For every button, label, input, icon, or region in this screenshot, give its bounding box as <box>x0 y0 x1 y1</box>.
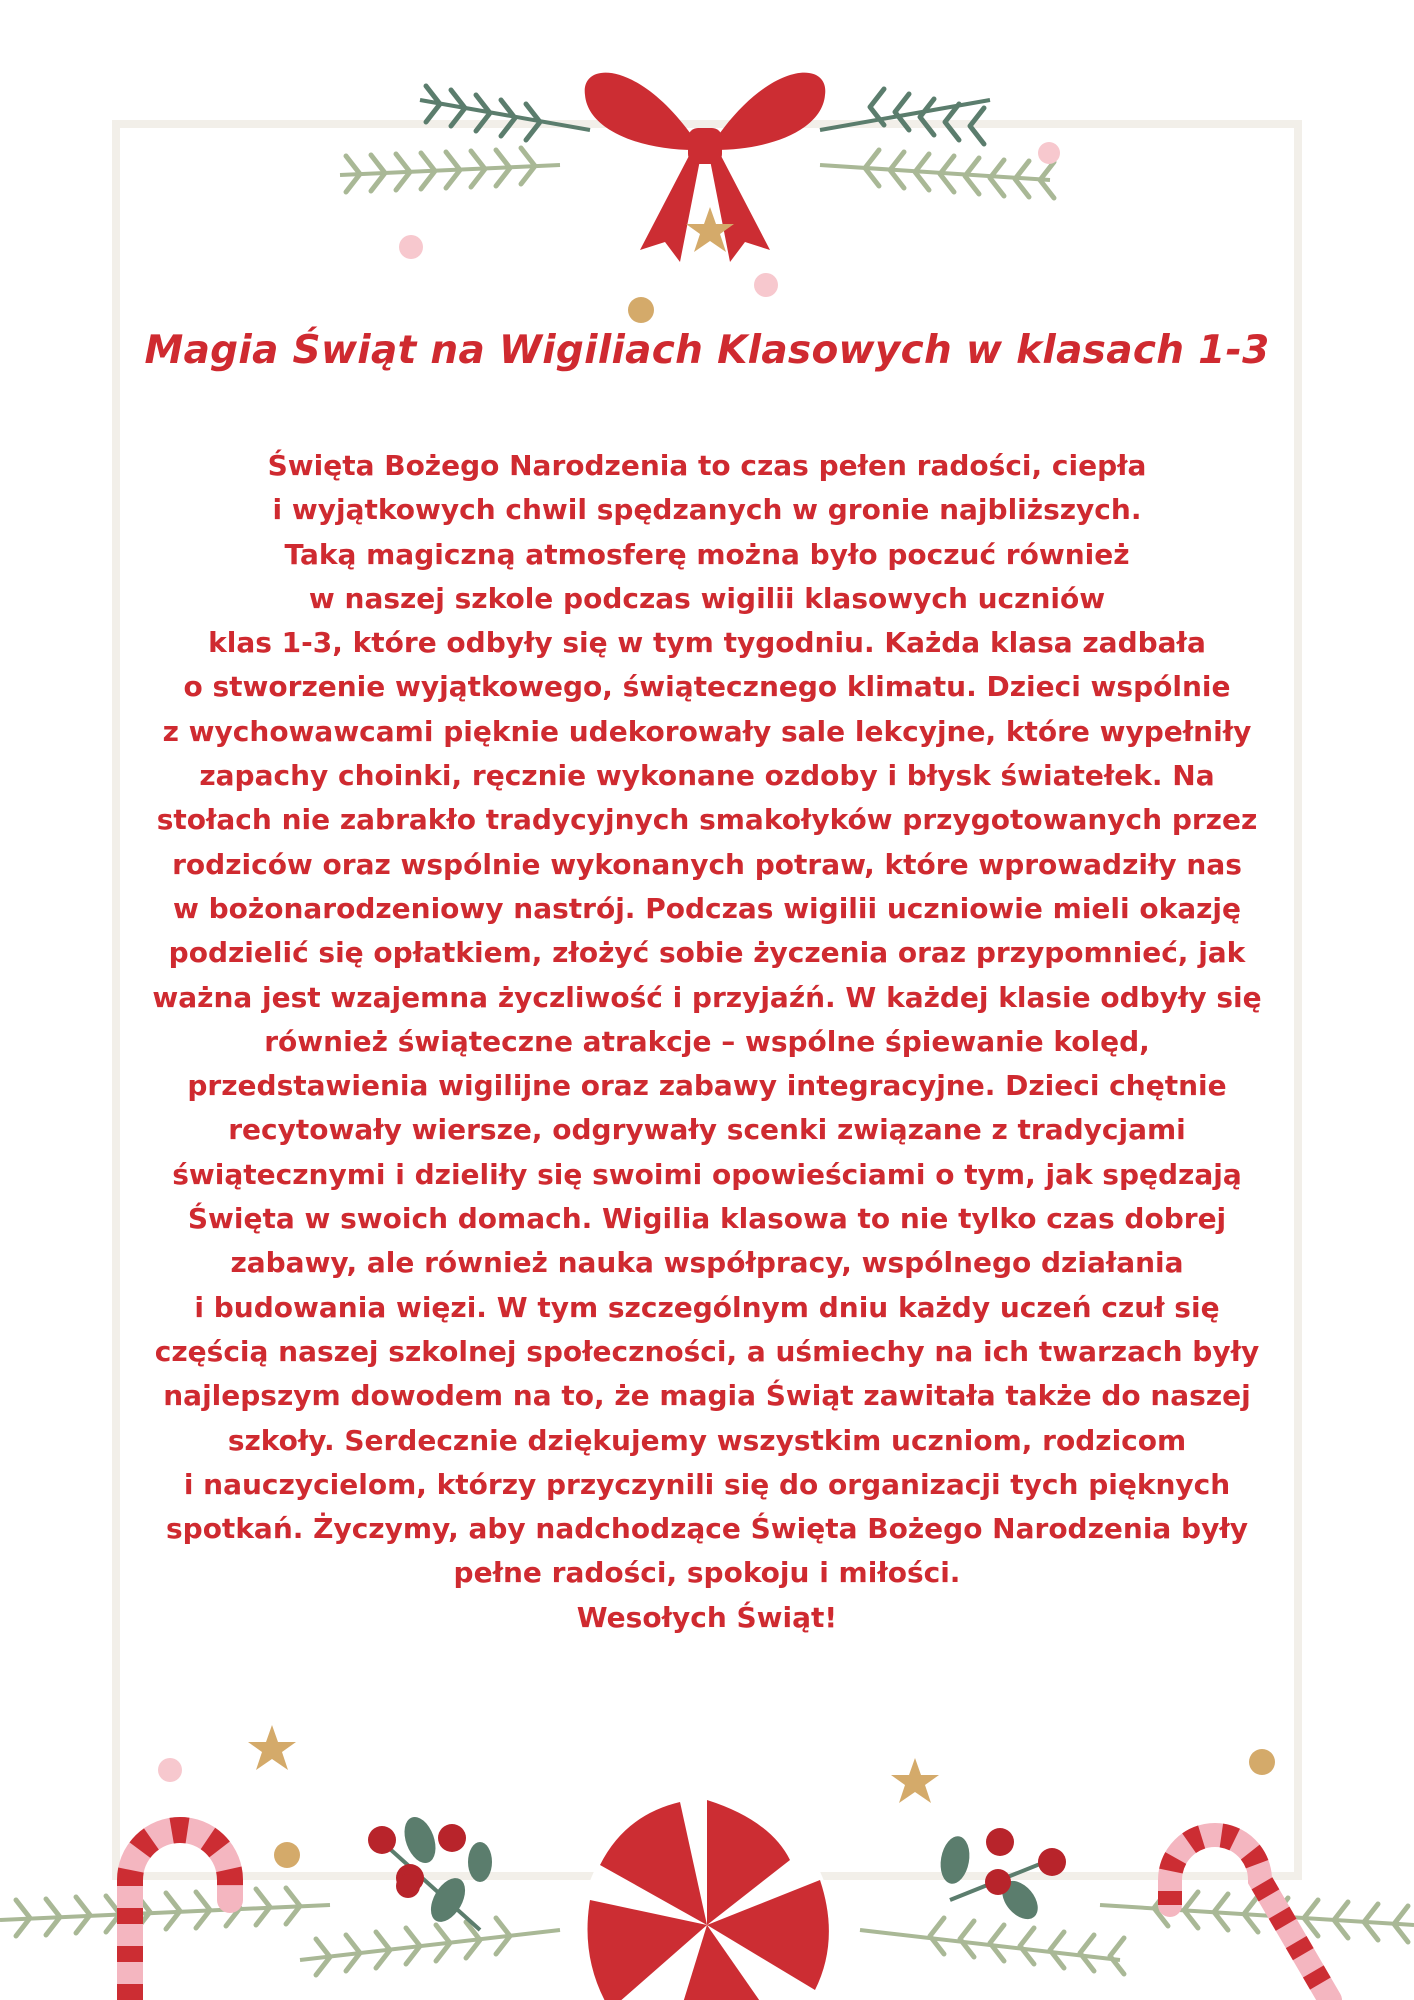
body-line: zabawy, ale również nauka współpracy, wspólnego działania <box>230 1246 1184 1280</box>
body-line: w bożonarodzeniowy nastrój. Podczas wigilii uczniowie mieli okazję <box>173 891 1241 925</box>
body-line: i budowania więzi. W tym szczególnym dniu każdy uczeń czuł się <box>194 1290 1220 1324</box>
ornament-dot-icon <box>274 1842 300 1868</box>
body-line: i nauczycielom, którzy przyczynili się do organizacji tych pięknych <box>183 1467 1231 1501</box>
body-line: w naszej szkole podczas wigilii klasowych uczniów <box>308 581 1106 615</box>
ornament-dot-icon <box>399 235 423 259</box>
ornament-dot-icon <box>1038 142 1060 164</box>
closing-greeting: Wesołych Świąt! <box>576 1600 838 1634</box>
body-line: szkoły. Serdecznie dziękujemy wszystkim uczniom, rodzicom <box>227 1423 1187 1457</box>
body-line: pełne radości, spokoju i miłości. <box>453 1556 961 1590</box>
ornament-dot-icon <box>1249 1749 1275 1775</box>
ornament-dot-icon <box>754 273 778 297</box>
body-line: Święta Bożego Narodzenia to czas pełen radości, ciepła <box>267 449 1147 482</box>
body-line: rodziców oraz wspólnie wykonanych potraw, które wprowadziły nas <box>172 847 1242 881</box>
body-line: świątecznymi i dzieliły się swoimi opowieściami o tym, jak spędzają <box>172 1157 1242 1191</box>
body-line: o stworzenie wyjątkowego, świątecznego klimatu. Dzieci wspólnie <box>183 670 1231 704</box>
body-line: Taką magiczną atmosferę można było poczuć również <box>284 537 1130 571</box>
ornament-dot-icon <box>158 1758 182 1782</box>
body-line: zapachy choinki, ręcznie wykonane ozdoby i błysk światełek. Na <box>199 759 1215 793</box>
body-line: stołach nie zabrakło tradycyjnych smakołyków przygotowanych przez <box>156 803 1258 837</box>
body-line: najlepszym dowodem na to, że magia Świąt zawitała także do naszej <box>163 1379 1251 1413</box>
page-title: Magia Świąt na Wigiliach Klasowych w klasach 1-3 <box>144 328 1270 373</box>
body-line: spotkań. Życzymy, aby nadchodzące Święta Bożego Narodzenia były <box>165 1512 1248 1546</box>
body-line: przedstawienia wigilijne oraz zabawy integracyjne. Dzieci chętnie <box>187 1069 1227 1103</box>
ornament-dot-icon <box>628 297 654 323</box>
body-line: ważna jest wzajemna życzliwość i przyjaźń. W każdej klasie odbyły się <box>152 980 1262 1014</box>
holly-berries-icon <box>937 1828 1066 1926</box>
body-line: Święta w swoich domach. Wigilia klasowa to nie tylko czas dobrej <box>187 1202 1227 1236</box>
body-line: i wyjątkowych chwil spędzanych w gronie najbliższych. <box>272 493 1142 527</box>
star-icon <box>891 1758 939 1803</box>
body-line: częścią naszej szkolnej społeczności, a uśmiechy na ich twarzach były <box>154 1334 1260 1368</box>
holly-berries-icon <box>368 1813 492 1930</box>
body-line: z wychowawcami pięknie udekorowały sale lekcyjne, które wypełniły <box>162 714 1252 748</box>
star-icon <box>248 1725 296 1770</box>
peppermint-candy-icon <box>582 1800 832 2000</box>
body-line: klas 1-3, które odbyły się w tym tygodniu. Każda klasa zadbała <box>208 626 1206 660</box>
body-line: również świąteczne atrakcje – wspólne śpiewanie kolęd, <box>264 1024 1150 1058</box>
article-body <box>120 444 1294 1640</box>
body-line: recytowały wiersze, odgrywały scenki związane z tradycjami <box>228 1113 1186 1147</box>
body-line: podzielić się opłatkiem, złożyć sobie życzenia oraz przypomnieć, jak <box>168 936 1246 970</box>
